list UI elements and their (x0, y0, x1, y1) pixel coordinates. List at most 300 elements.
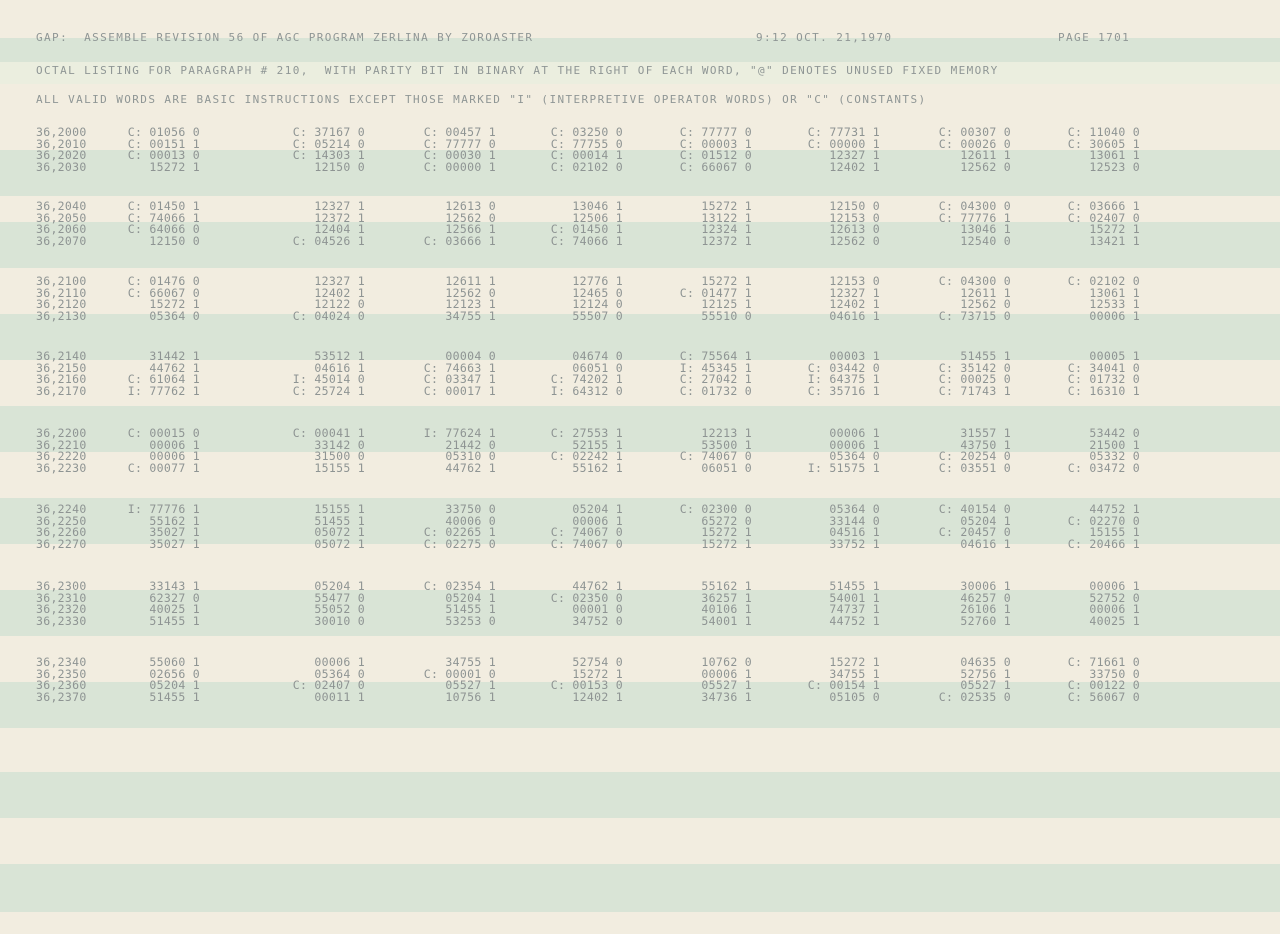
memory-word: 33143 1 (149, 579, 200, 593)
memory-word: 55507 0 (572, 308, 623, 323)
memory-word: C: 02407 0 (292, 678, 365, 692)
memory-word: 05527 1 (701, 678, 752, 692)
memory-word: C: 00015 0 (127, 426, 200, 440)
memory-word: C: 04300 0 (938, 199, 1011, 213)
memory-address: 36,2250 (36, 513, 87, 528)
memory-word: C: 73715 0 (938, 308, 1011, 323)
memory-word: C: 01732 0 (1067, 372, 1140, 386)
memory-word: C: 02354 1 (423, 579, 496, 593)
memory-word: 04616 1 (314, 360, 365, 375)
memory-word: 12776 1 (572, 274, 623, 288)
memory-word: C: 00154 1 (807, 678, 880, 692)
memory-word: 00006 1 (149, 449, 200, 463)
memory-word: C: 00017 1 (423, 383, 496, 398)
memory-word: C: 74066 1 (550, 233, 623, 248)
memory-word: 12611 1 (445, 274, 496, 288)
memory-word: 00004 0 (445, 349, 496, 363)
memory-word: 74737 1 (829, 602, 880, 616)
memory-word: 12150 0 (829, 199, 880, 213)
memory-word: C: 00122 0 (1067, 678, 1140, 692)
memory-word: 05364 0 (829, 449, 880, 463)
memory-word: C: 01476 0 (127, 274, 200, 288)
memory-word: C: 74067 0 (679, 449, 752, 463)
memory-word: C: 75564 1 (679, 349, 752, 363)
memory-word: C: 00013 0 (127, 148, 200, 162)
memory-word: 51455 1 (149, 689, 200, 704)
memory-word: 12324 1 (701, 222, 752, 236)
memory-word: 12402 1 (314, 285, 365, 300)
memory-word: 31557 1 (960, 426, 1011, 440)
memory-word: 00006 1 (829, 437, 880, 452)
memory-word: 05204 1 (960, 513, 1011, 528)
memory-word: C: 02535 0 (938, 689, 1011, 704)
listing-row (0, 691, 1280, 703)
memory-word: 52754 0 (572, 655, 623, 669)
memory-word: 05072 1 (314, 525, 365, 539)
memory-word: 15272 1 (149, 159, 200, 174)
memory-address: 36,2050 (36, 210, 87, 225)
memory-word: I: 77776 1 (127, 502, 200, 516)
memory-word: C: 77731 1 (807, 125, 880, 139)
memory-word: 65272 0 (701, 513, 752, 528)
memory-word: C: 11040 0 (1067, 125, 1140, 139)
memory-word: I: 45345 1 (679, 360, 752, 375)
memory-word: 44762 1 (445, 460, 496, 475)
memory-word: 44762 1 (149, 360, 200, 375)
memory-word: 52760 1 (960, 613, 1011, 628)
memory-address: 36,2260 (36, 525, 87, 539)
memory-word: 40006 0 (445, 513, 496, 528)
memory-word: 51455 1 (445, 602, 496, 616)
memory-word: 12566 1 (445, 222, 496, 236)
memory-word: 12465 0 (572, 285, 623, 300)
memory-word: C: 35142 0 (938, 360, 1011, 375)
memory-word: 55162 1 (701, 579, 752, 593)
memory-address: 36,2060 (36, 222, 87, 236)
memory-word: C: 71743 1 (938, 383, 1011, 398)
memory-word: 33144 0 (829, 513, 880, 528)
memory-word: C: 20457 0 (938, 525, 1011, 539)
memory-word: C: 74067 0 (550, 536, 623, 551)
memory-word: 55477 0 (314, 590, 365, 605)
memory-word: C: 74066 1 (127, 210, 200, 225)
memory-word: 00006 1 (314, 655, 365, 669)
memory-word: 51455 1 (314, 513, 365, 528)
memory-word: C: 14303 1 (292, 148, 365, 162)
memory-word: 12611 1 (960, 285, 1011, 300)
memory-word: C: 00077 1 (127, 460, 200, 475)
header-listing-description: OCTAL LISTING FOR PARAGRAPH # 210, WITH PARITY BIT IN BINARY AT THE RIGHT OF EACH WORD, "@" DENOTES UNUSED FIXED MEMORY (36, 64, 999, 77)
memory-word: C: 66067 0 (127, 285, 200, 300)
listing-row (0, 462, 1280, 474)
memory-word: 40025 1 (1089, 613, 1140, 628)
memory-word: 55060 1 (149, 655, 200, 669)
memory-word: C: 27042 1 (679, 372, 752, 386)
memory-word: 12122 0 (314, 297, 365, 311)
memory-word: 12533 1 (1089, 297, 1140, 311)
memory-word: 00006 1 (1089, 579, 1140, 593)
memory-word: 33750 0 (445, 502, 496, 516)
memory-word: 12613 0 (445, 199, 496, 213)
memory-word: C: 01477 1 (679, 285, 752, 300)
memory-word: C: 02242 1 (550, 449, 623, 463)
memory-word: C: 20254 0 (938, 449, 1011, 463)
memory-word: 21442 0 (445, 437, 496, 452)
memory-word: 44762 1 (572, 579, 623, 593)
memory-word: 00006 1 (149, 437, 200, 452)
memory-word: 52752 0 (1089, 590, 1140, 605)
memory-word: 12372 1 (314, 210, 365, 225)
memory-address: 36,2070 (36, 233, 87, 248)
memory-word: C: 61064 1 (127, 372, 200, 386)
memory-word: 12613 0 (829, 222, 880, 236)
memory-address: 36,2320 (36, 602, 87, 616)
memory-word: 55162 1 (149, 513, 200, 528)
memory-word: I: 77762 1 (127, 383, 200, 398)
memory-word: 43750 1 (960, 437, 1011, 452)
memory-word: 62327 0 (149, 590, 200, 605)
memory-word: 05204 1 (572, 502, 623, 516)
memory-word: 12150 0 (314, 159, 365, 174)
memory-word: 21500 1 (1089, 437, 1140, 452)
memory-word: C: 20466 1 (1067, 536, 1140, 551)
memory-word: C: 34041 0 (1067, 360, 1140, 375)
memory-word: 00006 1 (701, 666, 752, 681)
memory-word: C: 01732 0 (679, 383, 752, 398)
memory-address: 36,2120 (36, 297, 87, 311)
memory-word: 12404 1 (314, 222, 365, 236)
memory-word: 10756 1 (445, 689, 496, 704)
listing-row (0, 161, 1280, 173)
memory-address: 36,2140 (36, 349, 87, 363)
memory-word: 53512 1 (314, 349, 365, 363)
memory-address: 36,2300 (36, 579, 87, 593)
listing-row (0, 615, 1280, 627)
memory-word: C: 03666 1 (1067, 199, 1140, 213)
memory-word: 00006 1 (1089, 308, 1140, 323)
memory-word: C: 01512 0 (679, 148, 752, 162)
memory-word: I: 64375 1 (807, 372, 880, 386)
memory-word: 33752 1 (829, 536, 880, 551)
memory-word: I: 45014 0 (292, 372, 365, 386)
memory-word: 35027 1 (149, 525, 200, 539)
memory-word: 12327 1 (829, 285, 880, 300)
memory-address: 36,2360 (36, 678, 87, 692)
memory-word: C: 03472 0 (1067, 460, 1140, 475)
memory-word: 15272 1 (149, 297, 200, 311)
memory-word: 04616 1 (960, 536, 1011, 551)
memory-word: 30010 0 (314, 613, 365, 628)
memory-word: 12327 1 (314, 199, 365, 213)
memory-word: 05204 1 (314, 579, 365, 593)
header-timestamp: 9:12 OCT. 21,1970 (756, 31, 893, 44)
memory-word: 40106 1 (701, 602, 752, 616)
memory-word: 13421 1 (1089, 233, 1140, 248)
memory-address: 36,2150 (36, 360, 87, 375)
memory-word: 00006 1 (572, 513, 623, 528)
memory-word: C: 00307 0 (938, 125, 1011, 139)
memory-word: 53253 0 (445, 613, 496, 628)
memory-word: C: 71661 0 (1067, 655, 1140, 669)
memory-word: I: 64312 0 (550, 383, 623, 398)
memory-address: 36,2340 (36, 655, 87, 669)
memory-word: I: 77624 1 (423, 426, 496, 440)
memory-word: 05310 0 (445, 449, 496, 463)
memory-word: 54001 1 (829, 590, 880, 605)
memory-address: 36,2200 (36, 426, 87, 440)
memory-word: C: 40154 0 (938, 502, 1011, 516)
memory-word: C: 02407 0 (1067, 210, 1140, 225)
memory-word: C: 00001 0 (423, 666, 496, 681)
memory-word: C: 01450 1 (550, 222, 623, 236)
memory-word: 13061 1 (1089, 148, 1140, 162)
memory-word: 00006 1 (829, 426, 880, 440)
memory-word: C: 03250 0 (550, 125, 623, 139)
memory-word: 44752 1 (829, 613, 880, 628)
memory-word: 04674 0 (572, 349, 623, 363)
memory-word: 12327 1 (829, 148, 880, 162)
memory-word: C: 04526 1 (292, 233, 365, 248)
memory-word: 52155 1 (572, 437, 623, 452)
memory-word: 34752 0 (572, 613, 623, 628)
memory-word: 12562 0 (829, 233, 880, 248)
listing-row (0, 310, 1280, 322)
memory-word: 26106 1 (960, 602, 1011, 616)
memory-word: 12150 0 (149, 233, 200, 248)
memory-word: 53442 0 (1089, 426, 1140, 440)
memory-word: 06051 0 (701, 460, 752, 475)
memory-word: C: 00041 1 (292, 426, 365, 440)
memory-word: C: 00030 1 (423, 148, 496, 162)
memory-word: 05364 0 (149, 308, 200, 323)
memory-word: C: 02350 0 (550, 590, 623, 605)
memory-word: 12124 0 (572, 297, 623, 311)
memory-word: C: 02265 1 (423, 525, 496, 539)
memory-word: C: 64066 0 (127, 222, 200, 236)
memory-word: C: 02300 0 (679, 502, 752, 516)
memory-word: 15155 1 (314, 502, 365, 516)
memory-word: C: 02275 0 (423, 536, 496, 551)
memory-word: 15272 1 (1089, 222, 1140, 236)
memory-word: C: 00025 0 (938, 372, 1011, 386)
memory-address: 36,2350 (36, 666, 87, 681)
memory-word: C: 00151 1 (127, 136, 200, 151)
memory-word: C: 74663 1 (423, 360, 496, 375)
memory-word: 05105 0 (829, 689, 880, 704)
memory-word: 05204 1 (149, 678, 200, 692)
memory-word: 04635 0 (960, 655, 1011, 669)
memory-word: 10762 0 (701, 655, 752, 669)
memory-word: 00005 1 (1089, 349, 1140, 363)
listing-row (0, 538, 1280, 550)
memory-word: 06051 0 (572, 360, 623, 375)
memory-address: 36,2170 (36, 383, 87, 398)
memory-word: 15272 1 (829, 655, 880, 669)
header-page-number: PAGE 1701 (1058, 31, 1131, 44)
memory-word: 34755 1 (445, 655, 496, 669)
memory-word: 15272 1 (701, 525, 752, 539)
memory-word: 12372 1 (701, 233, 752, 248)
memory-word: 12153 0 (829, 210, 880, 225)
header-program-line: GAP: ASSEMBLE REVISION 56 OF AGC PROGRAM ZERLINA BY ZOROASTER (36, 31, 534, 44)
memory-word: C: 03551 0 (938, 460, 1011, 475)
listing-row (0, 385, 1280, 397)
memory-word: 15272 1 (701, 199, 752, 213)
memory-word: 12123 1 (445, 297, 496, 311)
memory-word: 12402 1 (829, 297, 880, 311)
memory-word: 31500 0 (314, 449, 365, 463)
memory-word: 46257 0 (960, 590, 1011, 605)
memory-word: C: 35716 1 (807, 383, 880, 398)
memory-word: 12611 1 (960, 148, 1011, 162)
memory-word: 55162 1 (572, 460, 623, 475)
header-legend: ALL VALID WORDS ARE BASIC INSTRUCTIONS EXCEPT THOSE MARKED "I" (INTERPRETIVE OPERATOR WORDS) OR "C" (CONSTANTS) (36, 93, 927, 106)
memory-word: 35027 1 (149, 536, 200, 551)
memory-word: C: 77755 0 (550, 136, 623, 151)
memory-word: 00011 1 (314, 689, 365, 704)
memory-word: 34755 1 (829, 666, 880, 681)
memory-address: 36,2240 (36, 502, 87, 516)
memory-word: C: 01450 1 (127, 199, 200, 213)
memory-word: 51455 1 (960, 349, 1011, 363)
memory-word: C: 00457 1 (423, 125, 496, 139)
memory-word: C: 27553 1 (550, 426, 623, 440)
memory-word: C: 66067 0 (679, 159, 752, 174)
memory-word: 04516 1 (829, 525, 880, 539)
memory-word: C: 04024 0 (292, 308, 365, 323)
memory-word: 13046 1 (960, 222, 1011, 236)
memory-address: 36,2020 (36, 148, 87, 162)
memory-word: 12125 1 (701, 297, 752, 311)
memory-word: C: 02270 0 (1067, 513, 1140, 528)
memory-word: 53500 1 (701, 437, 752, 452)
memory-word: C: 77777 0 (423, 136, 496, 151)
memory-address: 36,2230 (36, 460, 87, 475)
memory-word: C: 74067 0 (550, 525, 623, 539)
memory-word: 05332 0 (1089, 449, 1140, 463)
memory-word: 13122 1 (701, 210, 752, 225)
memory-word: 12523 0 (1089, 159, 1140, 174)
memory-address: 36,2100 (36, 274, 87, 288)
memory-word: 34755 1 (445, 308, 496, 323)
memory-word: 00006 1 (1089, 602, 1140, 616)
memory-word: 05527 1 (960, 678, 1011, 692)
memory-word: 04616 1 (829, 308, 880, 323)
memory-word: 12540 0 (960, 233, 1011, 248)
memory-word: C: 03347 1 (423, 372, 496, 386)
memory-word: 33750 0 (1089, 666, 1140, 681)
memory-word: 33142 0 (314, 437, 365, 452)
memory-word: 15155 1 (314, 460, 365, 475)
memory-word: 12213 1 (701, 426, 752, 440)
memory-word: C: 16310 1 (1067, 383, 1140, 398)
memory-word: C: 00153 0 (550, 678, 623, 692)
memory-address: 36,2000 (36, 125, 87, 139)
memory-word: C: 02102 0 (550, 159, 623, 174)
memory-word: 15155 1 (1089, 525, 1140, 539)
memory-word: 05364 0 (314, 666, 365, 681)
memory-word: I: 51575 1 (807, 460, 880, 475)
memory-word: C: 01056 0 (127, 125, 200, 139)
memory-word: 02656 0 (149, 666, 200, 681)
memory-word: 05204 1 (445, 590, 496, 605)
memory-word: 13061 1 (1089, 285, 1140, 300)
memory-word: C: 03442 0 (807, 360, 880, 375)
memory-word: 05527 1 (445, 678, 496, 692)
memory-address: 36,2270 (36, 536, 87, 551)
memory-word: 00001 0 (572, 602, 623, 616)
memory-address: 36,2370 (36, 689, 87, 704)
memory-address: 36,2130 (36, 308, 87, 323)
memory-word: 12562 0 (445, 210, 496, 225)
memory-word: C: 56067 0 (1067, 689, 1140, 704)
memory-word: 12506 1 (572, 210, 623, 225)
memory-word: 12562 0 (960, 297, 1011, 311)
memory-word: C: 00003 1 (679, 136, 752, 151)
memory-word: 15272 1 (701, 274, 752, 288)
memory-word: 34736 1 (701, 689, 752, 704)
memory-word: 00003 1 (829, 349, 880, 363)
listing-row (0, 235, 1280, 247)
memory-address: 36,2040 (36, 199, 87, 213)
memory-word: C: 02102 0 (1067, 274, 1140, 288)
memory-address: 36,2160 (36, 372, 87, 386)
memory-word: 12402 1 (829, 159, 880, 174)
memory-word: C: 00000 1 (807, 136, 880, 151)
memory-word: 12153 0 (829, 274, 880, 288)
memory-address: 36,2210 (36, 437, 87, 452)
memory-word: C: 04300 0 (938, 274, 1011, 288)
memory-word: 55510 0 (701, 308, 752, 323)
memory-word: 12327 1 (314, 274, 365, 288)
memory-address: 36,2010 (36, 136, 87, 151)
memory-word: 15272 1 (572, 666, 623, 681)
memory-word: C: 00014 1 (550, 148, 623, 162)
memory-address: 36,2110 (36, 285, 87, 300)
memory-word: C: 37167 0 (292, 125, 365, 139)
memory-word: 40025 1 (149, 602, 200, 616)
memory-word: C: 77776 1 (938, 210, 1011, 225)
memory-word: 15272 1 (701, 536, 752, 551)
memory-word: 12562 0 (445, 285, 496, 300)
memory-address: 36,2310 (36, 590, 87, 605)
memory-word: 12402 1 (572, 689, 623, 704)
memory-word: C: 00026 0 (938, 136, 1011, 151)
memory-word: C: 25724 1 (292, 383, 365, 398)
memory-word: 05072 1 (314, 536, 365, 551)
memory-word: 05364 0 (829, 502, 880, 516)
memory-word: 12562 0 (960, 159, 1011, 174)
memory-word: C: 00000 1 (423, 159, 496, 174)
memory-address: 36,2030 (36, 159, 87, 174)
memory-word: 51455 1 (149, 613, 200, 628)
memory-word: C: 03666 1 (423, 233, 496, 248)
memory-word: C: 74202 1 (550, 372, 623, 386)
memory-word: C: 30605 1 (1067, 136, 1140, 151)
memory-word: C: 05214 0 (292, 136, 365, 151)
memory-word: 52756 1 (960, 666, 1011, 681)
memory-word: 54001 1 (701, 613, 752, 628)
memory-address: 36,2330 (36, 613, 87, 628)
memory-word: 30006 1 (960, 579, 1011, 593)
memory-word: 55052 0 (314, 602, 365, 616)
memory-word: 31442 1 (149, 349, 200, 363)
memory-address: 36,2220 (36, 449, 87, 463)
memory-word: 13046 1 (572, 199, 623, 213)
memory-word: 51455 1 (829, 579, 880, 593)
memory-word: 36257 1 (701, 590, 752, 605)
memory-word: 44752 1 (1089, 502, 1140, 516)
